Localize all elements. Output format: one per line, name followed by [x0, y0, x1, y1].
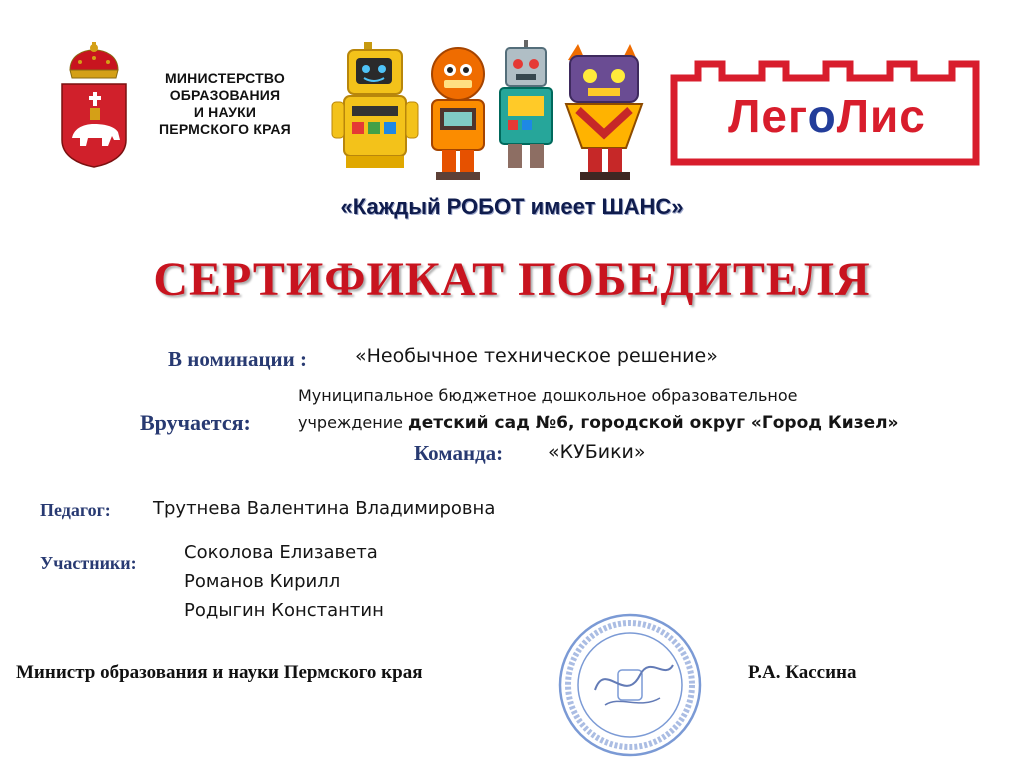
logo-letter: о: [807, 90, 837, 142]
ministry-line: МИНИСТЕРСТВО: [165, 70, 285, 86]
participant-name: Соколова Елизавета: [184, 542, 378, 563]
awarded-label: Вручается:: [140, 410, 251, 435]
logo-letter: Л: [728, 90, 762, 142]
teal-robot-icon: [500, 40, 552, 168]
logo-letter: с: [899, 90, 926, 142]
crown-icon: [70, 42, 118, 78]
certificate-title: СЕРТИФИКАТ ПОБЕДИТЕЛЯ: [153, 253, 871, 306]
ministry-line: И НАУКИ: [193, 104, 257, 120]
perm-krai-coat-of-arms: [58, 40, 130, 168]
team-value: «КУБики»: [548, 441, 646, 463]
participants-label: Участники:: [40, 553, 137, 573]
orange-robot-icon: [432, 48, 484, 180]
logo-letter: и: [869, 90, 900, 142]
yellow-robot-icon: [332, 42, 418, 168]
competition-slogan: «Каждый РОБОТ имеет ШАНС»: [340, 194, 684, 219]
ministry-name: [140, 70, 310, 138]
legolis-logo-text: [682, 86, 972, 146]
teacher-label: Педагог:: [40, 500, 111, 520]
awarded-line-2-school: детский сад №6, городской округ «Город Кизел»: [408, 413, 899, 433]
logo-letter: е: [761, 90, 789, 142]
awarded-organization-line-2: [298, 413, 899, 433]
participant-name: Родыгин Константин: [184, 600, 384, 621]
shield-icon: [62, 84, 126, 167]
minister-title: Министр образования и науки Пермского края: [16, 662, 423, 683]
minister-name: Р.А. Кассина: [748, 662, 857, 683]
robots-illustration: [330, 38, 650, 186]
participants-list: [184, 538, 384, 625]
logo-letter: г: [788, 90, 808, 142]
teacher-name: Трутнева Валентина Владимировна: [153, 498, 496, 519]
nomination-value: «Необычное техническое решение»: [355, 345, 718, 367]
participant-name: Романов Кирилл: [184, 571, 341, 592]
ministry-line: ОБРАЗОВАНИЯ: [169, 87, 281, 103]
awarded-organization-line-1: Муниципальное бюджетное дошкольное образовательное: [298, 386, 798, 405]
awarded-line-2-prefix: учреждение: [298, 413, 403, 432]
purple-robot-icon: [566, 44, 642, 180]
team-label: Команда:: [414, 441, 504, 465]
logo-letter: Л: [836, 90, 870, 142]
official-stamp: [545, 610, 715, 760]
ministry-line: ПЕРМСКОГО КРАЯ: [159, 121, 291, 137]
nomination-label: В номинации :: [168, 347, 308, 371]
